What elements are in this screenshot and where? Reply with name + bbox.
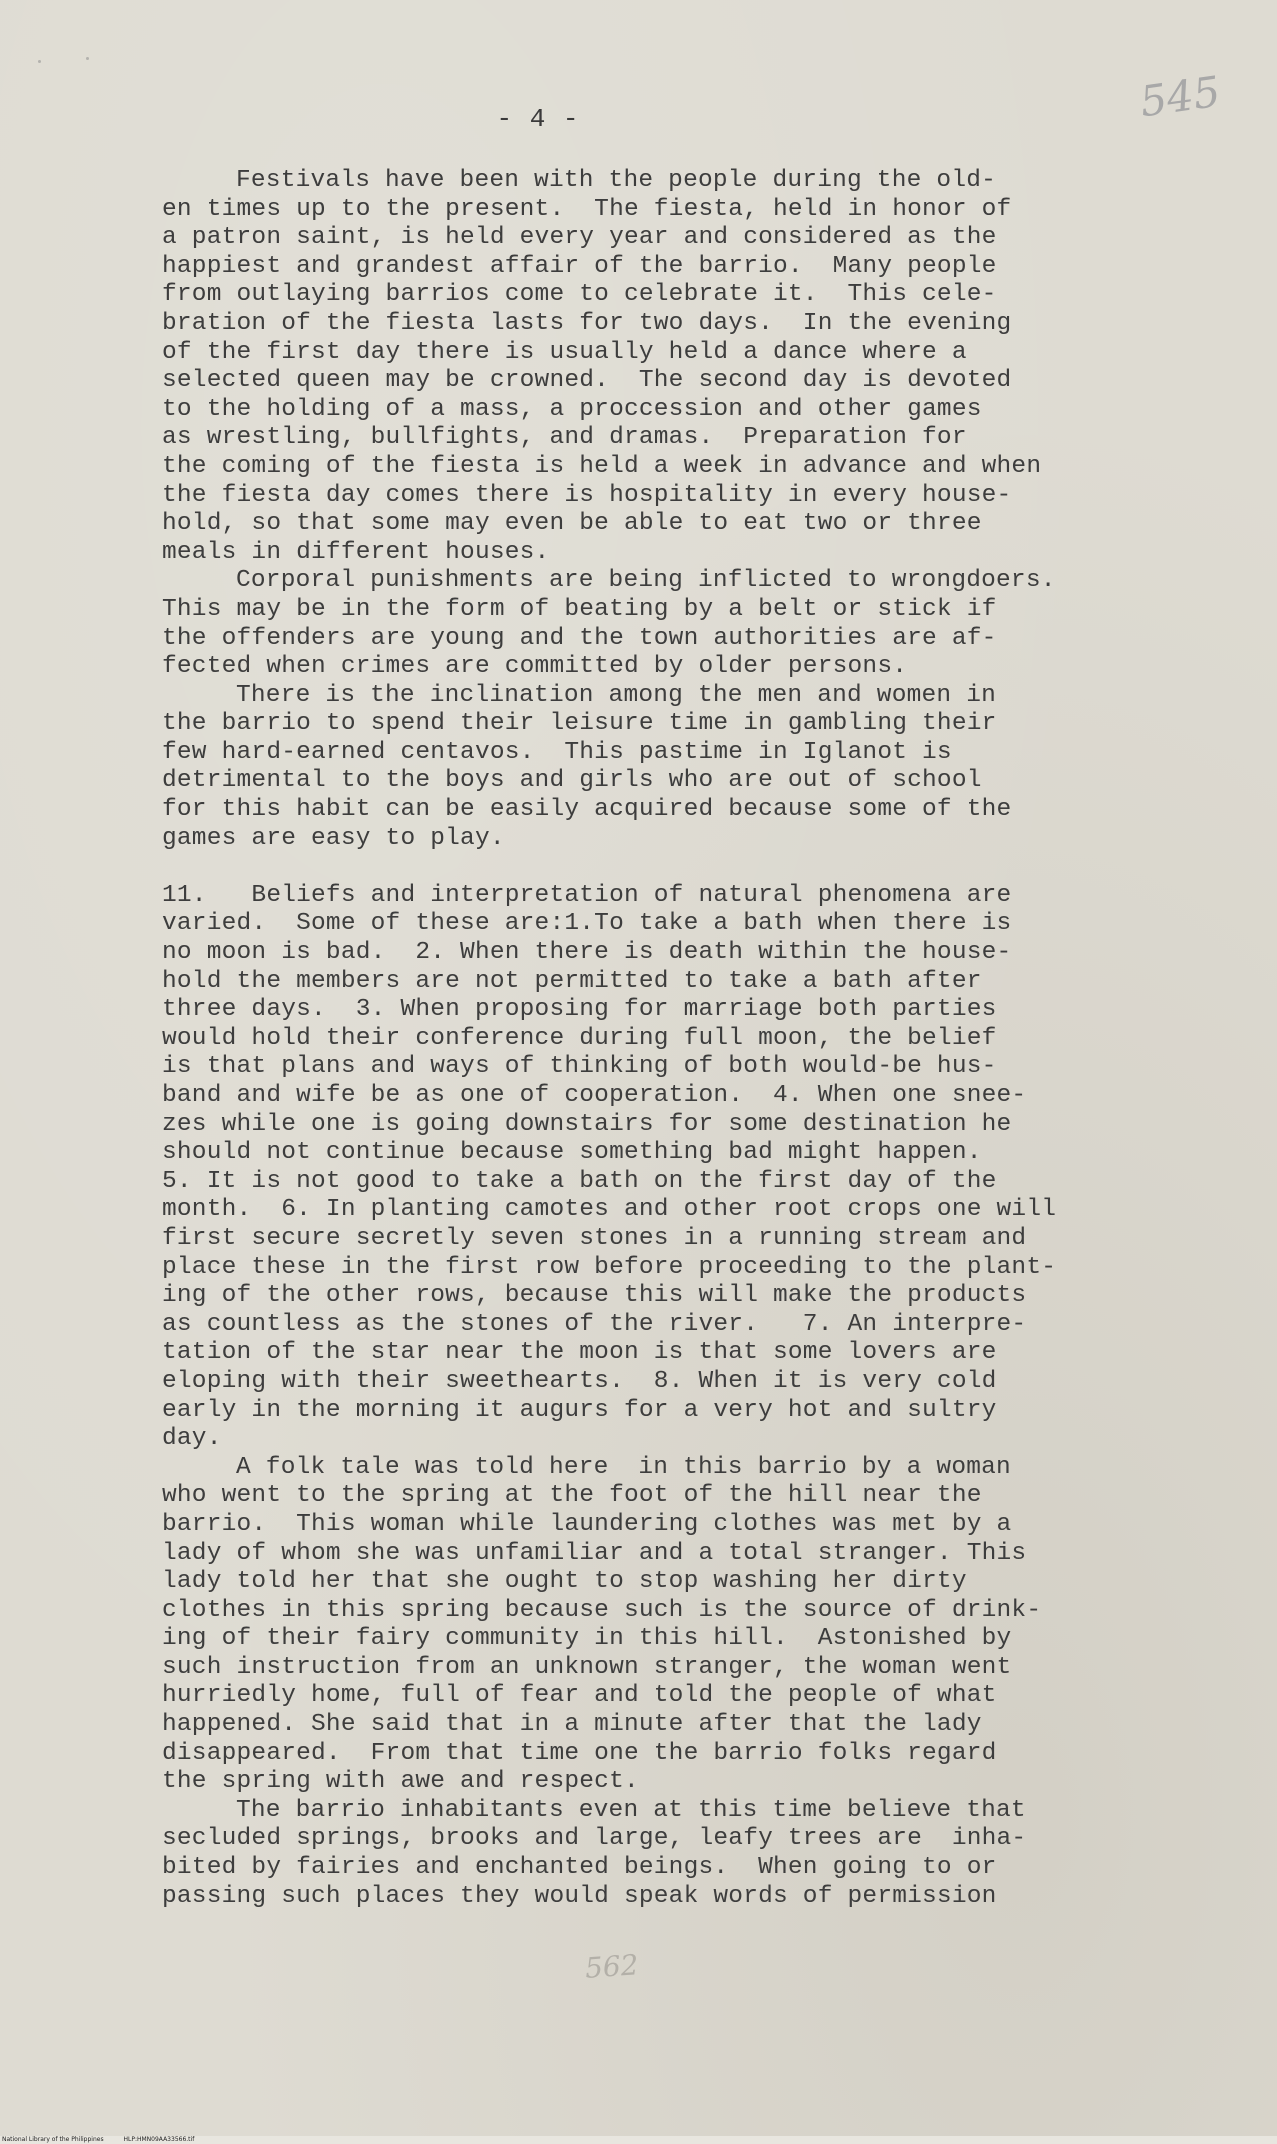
footer-library: National Library of the Philippines	[2, 2136, 104, 2143]
text-line: detrimental to the boys and girls who are out of school	[162, 767, 982, 795]
text-line: first secure secretly seven stones in a running stream and	[162, 1224, 1027, 1252]
text-line: meals in different houses.	[162, 538, 550, 566]
text-line: happened. She said that in a minute after that the lady	[162, 1711, 982, 1739]
text-line: hurriedly home, full of fear and told the people of what	[162, 1682, 997, 1710]
text-line: the barrio to spend their leisure time in gambling their	[162, 710, 997, 738]
text-line: the coming of the fiesta is held a week in advance and when	[162, 452, 1042, 480]
scan-speck	[86, 57, 89, 60]
text-line: passing such places they would speak words of permission	[162, 1882, 997, 1910]
footer-file-id: HLP:HMN09AA33566.tif	[123, 2136, 195, 2143]
text-line: 5. It is not good to take a bath on the first day of the	[162, 1167, 997, 1195]
text-line: fected when crimes are committed by older persons.	[162, 653, 908, 681]
text-line: is that plans and ways of thinking of both would-be hus-	[162, 1053, 997, 1081]
text-line: month. 6. In planting camotes and other root crops one will	[162, 1196, 1057, 1224]
text-line: barrio. This woman while laundering clothes was met by a	[162, 1510, 1012, 1538]
text-line: the offenders are young and the town authorities are af-	[162, 624, 997, 652]
text-line: bited by fairies and enchanted beings. When going to or	[162, 1854, 997, 1882]
text-line: tation of the star near the moon is that some lovers are	[162, 1339, 997, 1367]
text-line: varied. Some of these are:1.To take a bath when there is	[162, 910, 1012, 938]
text-line: early in the morning it augurs for a very hot and sultry	[162, 1396, 997, 1424]
paragraph-festivals	[162, 167, 1242, 567]
scan-speck	[38, 60, 41, 63]
document-body	[162, 167, 1242, 1911]
text-line: The barrio inhabitants even at this time believe that	[236, 1796, 1026, 1824]
text-line: day.	[162, 1425, 222, 1453]
text-line: 11. Beliefs and interpretation of natural phenomena are	[162, 881, 1012, 909]
text-line: three days. 3. When proposing for marriage both parties	[162, 996, 997, 1024]
text-line: who went to the spring at the foot of the hill near the	[162, 1482, 982, 1510]
text-line: from outlaying barrios come to celebrate it. This cele-	[162, 281, 997, 309]
text-line: of the first day there is usually held a dance where a	[162, 338, 967, 366]
text-line: such instruction from an unknown stranger, the woman went	[162, 1653, 1012, 1681]
text-line: bration of the fiesta lasts for two days. In the evening	[162, 309, 1012, 337]
paragraph-punishments	[162, 567, 1242, 681]
text-line: ing of their fairy community in this hill. Astonished by	[162, 1625, 1012, 1653]
text-line: to the holding of a mass, a proccession and other games	[162, 395, 982, 423]
text-line: lady told her that she ought to stop washing her dirty	[162, 1568, 967, 1596]
text-line: no moon is bad. 2. When there is death within the house-	[162, 939, 1012, 967]
paragraph-beliefs	[162, 882, 1242, 1454]
text-line: clothes in this spring because such is the source of drink-	[162, 1596, 1042, 1624]
text-line: happiest and grandest affair of the barrio. Many people	[162, 252, 997, 280]
text-line: games are easy to play.	[162, 824, 505, 852]
text-line: Festivals have been with the people during the old-	[236, 167, 997, 194]
text-line: ing of the other rows, because this will make the products	[162, 1282, 1027, 1310]
scan-footer	[0, 2136, 1277, 2144]
text-line: secluded springs, brooks and large, leafy trees are inha-	[162, 1825, 1027, 1853]
text-line: the fiesta day comes there is hospitality in every house-	[162, 481, 1012, 509]
text-line: disappeared. From that time one the barrio folks regard	[162, 1739, 997, 1767]
text-line: as countless as the stones of the river. 7. An interpre-	[162, 1310, 1027, 1338]
text-line: en times up to the present. The fiesta, held in honor of	[162, 195, 1012, 223]
text-line: would hold their conference during full moon, the belief	[162, 1024, 997, 1052]
text-line: This may be in the form of beating by a belt or stick if	[162, 595, 997, 623]
handwritten-page-number-bottom: 562	[583, 1948, 640, 1985]
text-line: A folk tale was told here in this barrio by a woman	[236, 1453, 1011, 1481]
text-line: a patron saint, is held every year and considered as the	[162, 224, 997, 252]
text-line: hold the members are not permitted to take a bath after	[162, 967, 982, 995]
text-line: eloping with their sweethearts. 8. When it is very cold	[162, 1367, 997, 1395]
paragraph-gap	[162, 853, 1242, 882]
text-line: as wrestling, bullfights, and dramas. Preparation for	[162, 424, 967, 452]
text-line: lady of whom she was unfamiliar and a total stranger. This	[162, 1539, 1027, 1567]
text-line: selected queen may be crowned. The second day is devoted	[162, 367, 1012, 395]
text-line: There is the inclination among the men and women in	[236, 681, 997, 709]
text-line: should not continue because something bad might happen.	[162, 1139, 982, 1167]
page-number: - 4 -	[496, 104, 580, 134]
text-line: few hard-earned centavos. This pastime in Iglanot is	[162, 738, 952, 766]
paragraph-gambling	[162, 682, 1242, 854]
text-line: Corporal punishments are being inflicted to wrongdoers.	[236, 567, 1056, 595]
text-line: the spring with awe and respect.	[162, 1768, 639, 1796]
text-line: place these in the first row before proceeding to the plant-	[162, 1253, 1057, 1281]
text-line: hold, so that some may even be able to eat two or three	[162, 510, 982, 538]
text-line: band and wife be as one of cooperation. 4. When one snee-	[162, 1082, 1027, 1109]
text-line: for this habit can be easily acquired because some of the	[162, 796, 1012, 824]
paragraph-springs	[162, 1797, 1242, 1911]
handwritten-page-number-top: 545	[1136, 66, 1224, 127]
paragraph-folk-tale	[162, 1454, 1242, 1797]
text-line: zes while one is going downstairs for some destination he	[162, 1110, 1012, 1138]
